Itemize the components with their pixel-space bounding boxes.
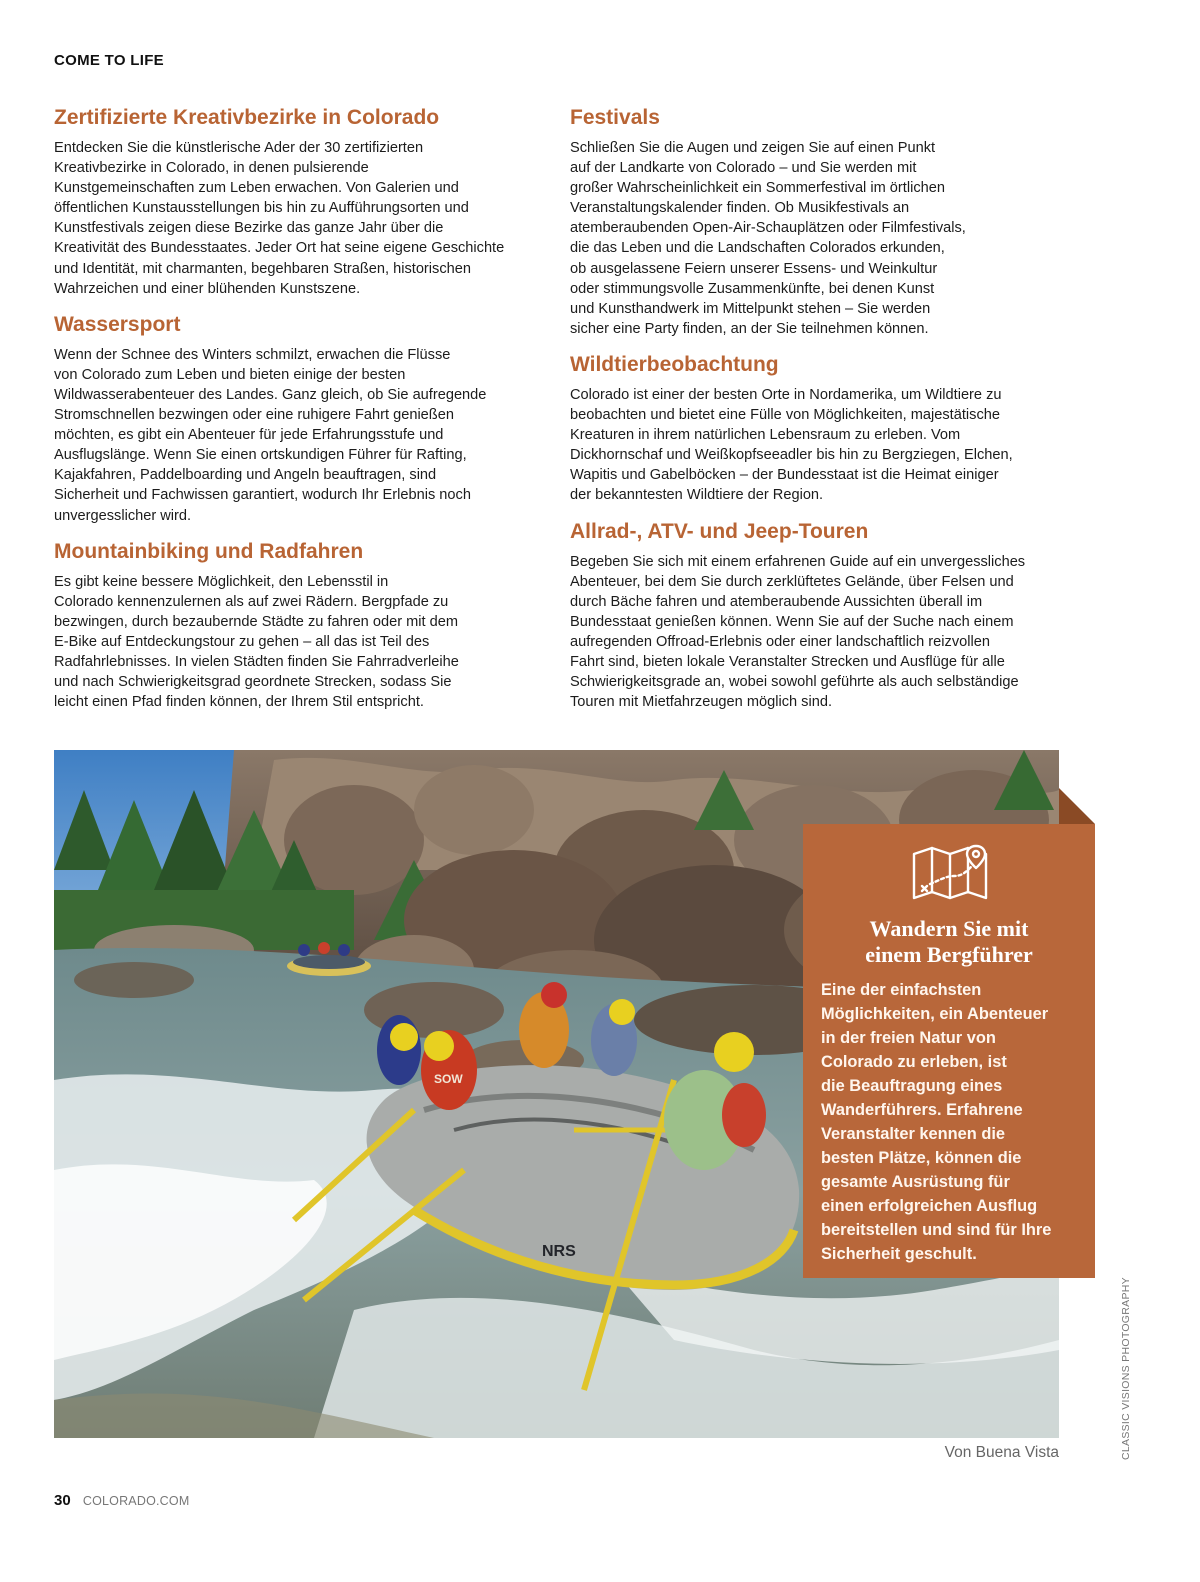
site-name: COLORADO.COM [82, 1494, 190, 1508]
article-title: Zertifizierte Kreativbezirke in Colorado [54, 106, 440, 129]
callout-body: Eine der einfachsten Möglichkeiten, ein Abenteuer in der freien Natur von Colorado zu erleben, ist die Beauftragung eines Wanderführers. Erfahrene Veranstalter kennen die besten Plätze, können die gesamte Ausrüstung für einen erfolgreichen Ausflug bereitstellen und sind für Ihre Sicherheit geschult. [821, 981, 1052, 1263]
left-column [54, 104, 546, 724]
article-body: Entdecken Sie die künstlerische Ader der 30 zertifizierten Kreativbezirke in Colorado, in denen pulsierende Kunstgemeinschaften zum Leben erwachen. Von Galerien und öffentlichen Kunstausstellungen bis hin zu Aufführungsorten und Kunstfestivals zeigen diese Bezirke das ganze Jahr über die Kreativität des Bundesstaates. Jeder Ort hat seine eigene Geschichte und Identität, mit charmanten, begehbaren Straßen, historischen Wahrzeichen und einer blühenden Kunstszene. [54, 140, 505, 297]
article-wildtierbeobachtung [570, 351, 1066, 506]
article-title: Mountainbiking und Radfahren [54, 539, 364, 563]
svg-text:SOW: SOW [434, 1072, 463, 1086]
article-festivals [570, 104, 1066, 339]
article-allrad-touren [570, 518, 1066, 713]
photo-credit: CLASSIC VISIONS PHOTOGRAPHY [1120, 1277, 1132, 1460]
article-title: Festivals [570, 106, 660, 129]
article-body: Begeben Sie sich mit einem erfahrenen Guide auf ein unvergessliches Abenteuer, bei dem Sie durch zerklüftetes Gelände, über Felsen und durch Bäche fahren und atemberaubende Aussichten überall im Bundesstaat genießen können. Wenn Sie auf der Suche nach einem aufregenden Offroad-Erlebnis oder einer landschaftlich reizvollen Fahrt sind, bieten lokale Veranstalter Strecken und Ausflüge für alle Schwierigkeitsgrade an, wobei sowohl geführte als auch selbständige Touren mit Mietfahrzeugen möglich sind. [570, 553, 1026, 711]
article-kreativbezirke [54, 104, 546, 299]
article-body: Schließen Sie die Augen und zeigen Sie auf einen Punkt auf der Landkarte von Colorado – und Sie werden mit großer Wahrscheinlichkeit ein Sommerfestival im örtlichen Veranstaltungskalender finden. Ob Musikfestivals an atemberaubenden Open-Air-Schauplätzen oder Filmfestivals, die das Leben und die Landschaften Colorados erkunden, ob ausgelassene Feiern unserer Essens- und Weinkultur oder stimmungsvolle Zusammenkünfte, bei denen Kunst und Kunsthandwerk im Mittelpunkt stehen – Sie werden sicher eine Party finden, an der Sie teilnehmen können. [570, 140, 966, 337]
article-title: Wassersport [54, 312, 181, 336]
section-label: COME TO LIFE [54, 52, 164, 69]
page-footer [54, 1492, 189, 1509]
article-body: Es gibt keine bessere Möglichkeit, den Lebensstil in Colorado kennenzulernen als auf zwei Rädern. Bergpfade zu bezwingen, durch bezaubernde Städte zu fahren oder mit dem E-Bike auf Entdeckungstour zu gehen – all das ist Teil des Radfahrlebnisses. In vielen Städten finden Sie Fahrradverleihe und nach Schwierigkeitsgrad geordnete Strecken, sodass Sie leicht einen Pfad finden können, der Ihrem Stil entspricht. [54, 573, 459, 711]
page-number: 30 [54, 1492, 71, 1509]
article-title: Allrad-, ATV- und Jeep-Touren [570, 519, 869, 543]
article-body: Wenn der Schnee des Winters schmilzt, erwachen die Flüsse von Colorado zum Leben und bieten einige der besten Wildwasserabenteuer des Landes. Ganz gleich, ob Sie aufregende Stromschnellen bezwingen oder eine ruhigere Fahrt genießen möchten, es gibt ein Abenteuer für jede Erfahrungsstufe und Ausflugslänge. Wenn Sie einen ortskundigen Führer für Rafting, Kajakfahren, Paddelboarding und Angeln beauftragen, sind Sicherheit und Fachwissen garantiert, wodurch Ihr Erlebnis noch unvergesslicher wird. [54, 346, 487, 524]
article-body: Colorado ist einer der besten Orte in Nordamerika, um Wildtiere zu beobachten und bietet eine Fülle von Möglichkeiten, majestätische Kreaturen in ihrem natürlichen Lebensraum zu erleben. Vom Dickhornschaf und Weißkopfseeadler bis hin zu Bergziegen, Elchen, Wapitis und Gabelböcken – der Bundesstaat ist die Heimat einiger der bekanntesten Wildtiere der Region. [570, 386, 1013, 504]
callout-box [803, 824, 1095, 1278]
svg-text:NRS: NRS [542, 1243, 576, 1260]
map-pin-icon [910, 842, 990, 904]
article-wassersport [54, 311, 546, 526]
article-title: Wildtierbeobachtung [570, 352, 779, 376]
callout-title: Wandern Sie mit einem Bergführer [865, 916, 1033, 967]
article-mountainbiking [54, 538, 546, 713]
right-column [570, 104, 1066, 724]
callout-tab-fold [1059, 788, 1095, 824]
photo-caption: Von Buena Vista [944, 1444, 1059, 1461]
